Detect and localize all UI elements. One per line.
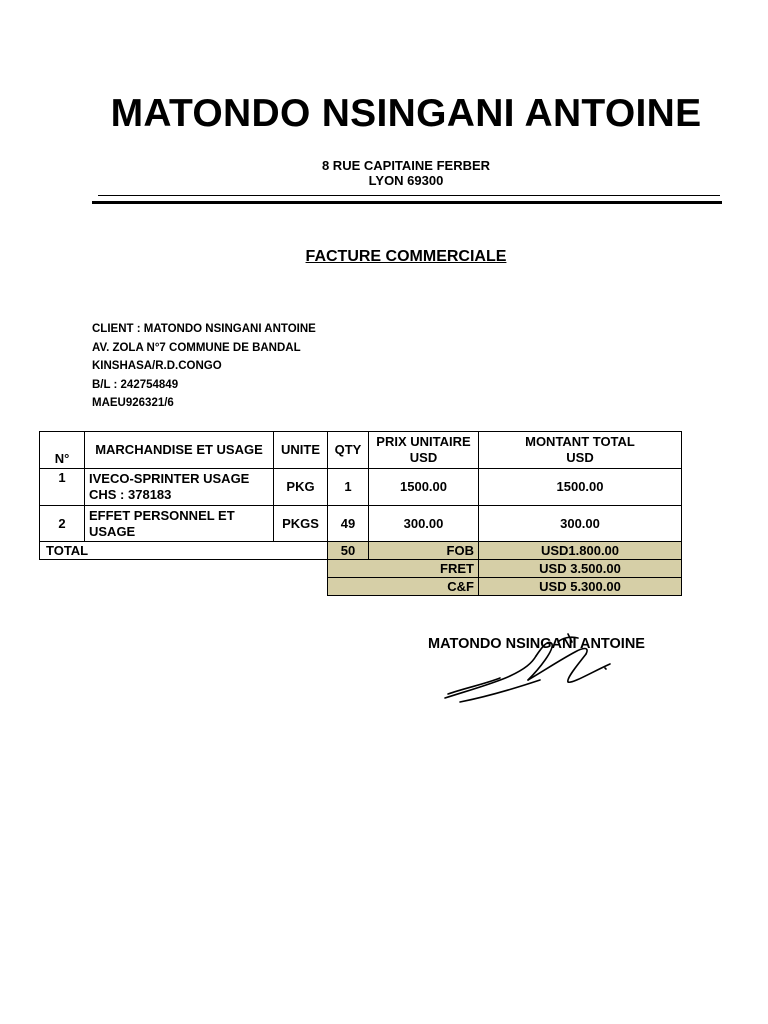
summary-label-fret: FRET xyxy=(328,560,479,578)
header-total-currency: USD xyxy=(566,450,594,465)
header-qty: QTY xyxy=(328,432,369,469)
client-name: CLIENT : MATONDO NSINGANI ANTOINE xyxy=(92,323,316,335)
row-goods-line1: IVECO-SPRINTER USAGE xyxy=(89,471,250,486)
row-goods-line2: CHS : 378183 xyxy=(89,487,172,502)
client-address: AV. ZOLA N°7 COMMUNE DE BANDAL xyxy=(92,341,301,354)
row-no: 2 xyxy=(40,506,85,542)
document-title: FACTURE COMMERCIALE xyxy=(305,248,507,265)
summary-label-fob: FOB xyxy=(369,542,479,560)
company-name: MATONDO NSINGANI ANTOINE xyxy=(110,92,702,135)
client-city: KINSHASA/R.D.CONGO xyxy=(92,360,222,373)
row-goods xyxy=(85,506,274,542)
header-goods: MARCHANDISE ET USAGE xyxy=(85,432,274,469)
header-divider-thick xyxy=(92,201,722,204)
row-qty: 49 xyxy=(328,506,369,542)
row-unit: PKGS xyxy=(274,506,328,542)
header-divider-thin xyxy=(98,195,720,196)
summary-value-fob: USD1.800.00 xyxy=(479,542,682,560)
row-amount: 1500.00 xyxy=(479,469,682,506)
row-goods-line2: USAGE xyxy=(89,523,136,539)
summary-value-fret: USD 3.500.00 xyxy=(479,560,682,578)
table-row xyxy=(40,506,682,542)
row-unit: PKG xyxy=(274,469,328,506)
address-line-1: 8 RUE CAPITAINE FERBER xyxy=(321,158,491,173)
client-block xyxy=(92,320,316,413)
row-unit-price: 1500.00 xyxy=(369,469,479,506)
address-line-2: LYON 69300 xyxy=(368,173,444,188)
row-goods xyxy=(85,469,274,506)
header-total-label: MONTANT TOTAL xyxy=(525,434,635,449)
header-unit-price-label: PRIX UNITAIRE xyxy=(376,434,471,449)
header-unit: UNITE xyxy=(274,432,328,469)
table-row xyxy=(40,469,682,506)
signatory-name: MATONDO NSINGANI ANTOINE xyxy=(428,636,645,652)
row-unit-price: 300.00 xyxy=(369,506,479,542)
total-qty: 50 xyxy=(328,542,369,560)
table-header-row xyxy=(40,432,682,469)
summary-row xyxy=(40,560,682,578)
bill-of-lading: B/L : 242754849 xyxy=(92,378,179,391)
row-amount: 300.00 xyxy=(479,506,682,542)
row-goods-line1: EFFET PERSONNEL ET xyxy=(89,507,235,523)
row-qty: 1 xyxy=(328,469,369,506)
header-unit-price xyxy=(369,432,479,469)
header-total xyxy=(479,432,682,469)
invoice-table xyxy=(39,431,682,596)
header-unit-price-currency: USD xyxy=(409,450,438,465)
header-no: N° xyxy=(40,432,85,469)
total-label: TOTAL xyxy=(40,542,328,560)
row-no: 1 xyxy=(40,469,85,506)
summary-label-cf: C&F xyxy=(328,578,479,596)
container-reference: MAEU926321/6 xyxy=(92,397,174,410)
summary-value-cf: USD 5.300.00 xyxy=(479,578,682,596)
total-row xyxy=(40,542,682,560)
handwritten-signature xyxy=(440,628,640,708)
summary-row xyxy=(40,578,682,596)
